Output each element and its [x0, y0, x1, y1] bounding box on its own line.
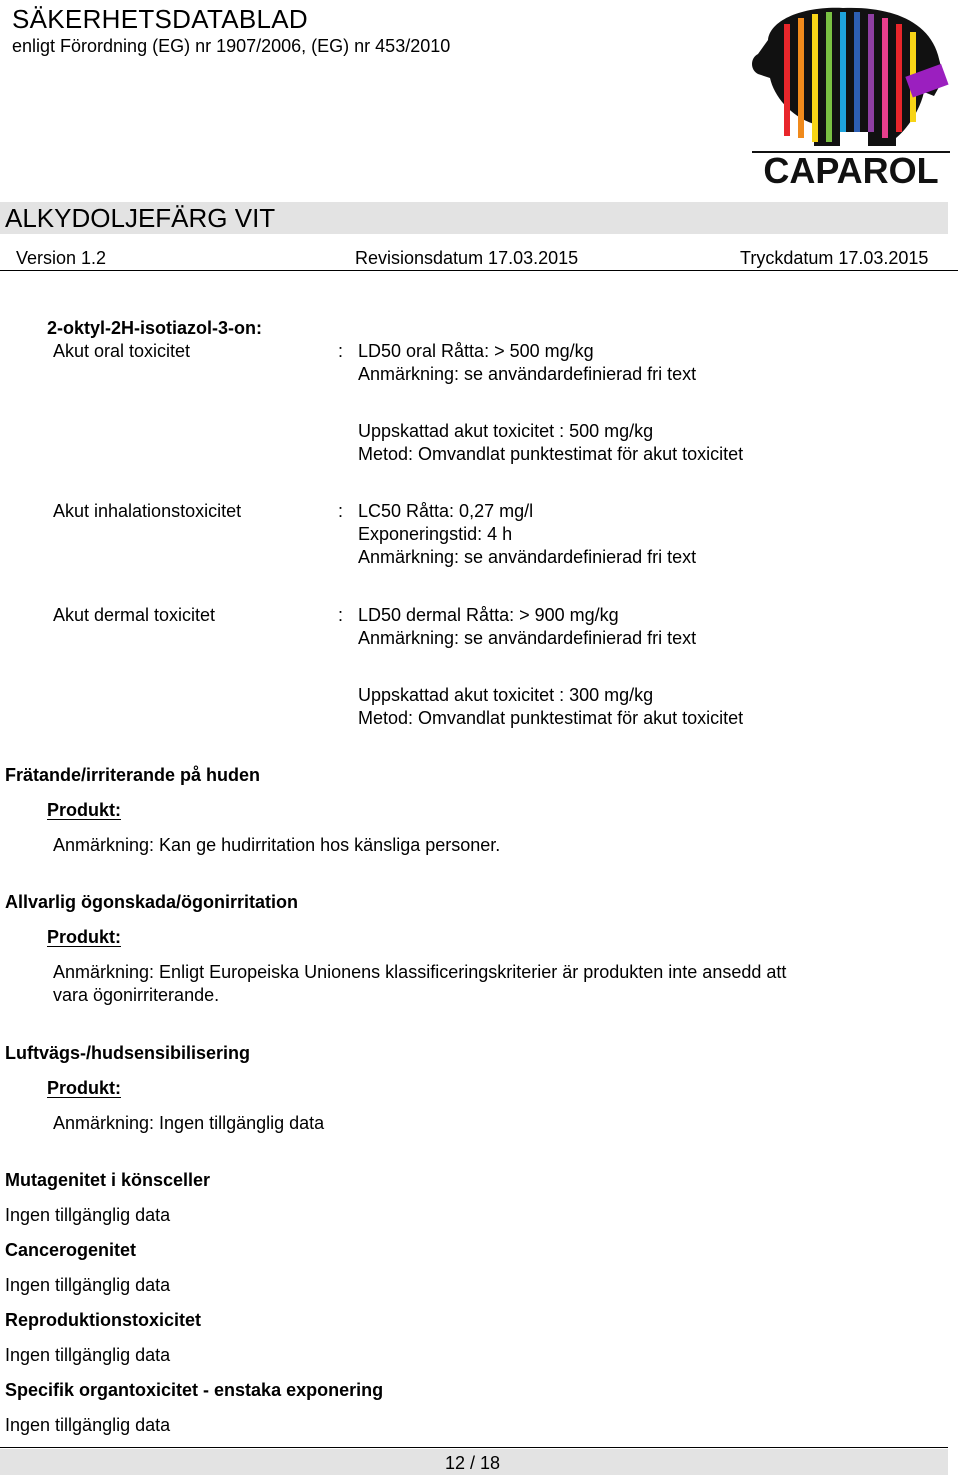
- section-heading-reproductive: Reproduktionstoxicitet: [5, 1310, 202, 1330]
- section-heading-sensitization: Luftvägs-/hudsensibilisering: [5, 1043, 251, 1063]
- eye-remark-line2: vara ögonirriterande.: [53, 985, 220, 1005]
- product-label: Produkt:: [47, 800, 121, 820]
- oral-estimate: Uppskattad akut toxicitet : 500 mg/kg: [358, 421, 654, 441]
- dermal-ld50: LD50 dermal Råtta: > 900 mg/kg: [358, 605, 619, 625]
- section-heading-carcinogenicity: Cancerogenitet: [5, 1240, 137, 1260]
- product-label: Produkt:: [47, 1078, 121, 1098]
- section-heading-eye: Allvarlig ögonskada/ögonirritation: [5, 892, 299, 912]
- oral-toxicity-label: Akut oral toxicitet: [53, 341, 191, 361]
- revision-date: Revisionsdatum 17.03.2015: [355, 248, 579, 268]
- dermal-method: Metod: Omvandlat punktestimat för akut toxicitet: [358, 708, 744, 728]
- header-divider: [0, 270, 958, 271]
- skin-remark: Anmärkning: Kan ge hudirritation hos känsliga personer.: [53, 835, 501, 855]
- document-subtitle: enligt Förordning (EG) nr 1907/2006, (EG) nr 453/2010: [12, 36, 451, 56]
- product-label: Produkt:: [47, 927, 121, 947]
- page-number: 12 / 18: [445, 1453, 501, 1473]
- section-heading-stot-single: Specifik organtoxicitet - enstaka exponering: [5, 1380, 384, 1400]
- stot-single-text: Ingen tillgänglig data: [5, 1415, 171, 1435]
- inhalation-exposure: Exponeringstid: 4 h: [358, 524, 513, 544]
- print-date: Tryckdatum 17.03.2015: [740, 248, 929, 268]
- inhalation-toxicity-label: Akut inhalationstoxicitet: [53, 501, 242, 521]
- oral-ld50: LD50 oral Råtta: > 500 mg/kg: [358, 341, 594, 361]
- footer-divider: [0, 1447, 948, 1448]
- inhalation-remark: Anmärkning: se användardefinierad fri text: [358, 547, 697, 567]
- separator-colon: :: [338, 341, 344, 361]
- carcinogenicity-text: Ingen tillgänglig data: [5, 1275, 171, 1295]
- mutagenicity-text: Ingen tillgänglig data: [5, 1205, 171, 1225]
- section-heading-mutagenicity: Mutagenitet i könsceller: [5, 1170, 211, 1190]
- dermal-toxicity-label: Akut dermal toxicitet: [53, 605, 216, 625]
- section-heading-skin: Frätande/irriterande på huden: [5, 765, 261, 785]
- dermal-estimate: Uppskattad akut toxicitet : 300 mg/kg: [358, 685, 654, 705]
- oral-remark: Anmärkning: se användardefinierad fri text: [358, 364, 697, 384]
- inhalation-lc50: LC50 Råtta: 0,27 mg/l: [358, 501, 534, 521]
- separator-colon: :: [338, 501, 344, 521]
- separator-colon: :: [338, 605, 344, 625]
- caparol-logo: [748, 0, 954, 192]
- document-title: SÄKERHETSDATABLAD: [12, 4, 308, 34]
- substance-name: 2-oktyl-2H-isotiazol-3-on:: [47, 318, 263, 338]
- eye-remark-line1: Anmärkning: Enligt Europeiska Unionens klassificeringskriterier är produkten inte ansedd att: [53, 962, 787, 982]
- dermal-remark: Anmärkning: se användardefinierad fri text: [358, 628, 697, 648]
- version-label: Version 1.2: [16, 248, 107, 268]
- oral-method: Metod: Omvandlat punktestimat för akut toxicitet: [358, 444, 744, 464]
- logo-text: CAPAROL: [763, 150, 939, 191]
- sensitization-remark: Anmärkning: Ingen tillgänglig data: [53, 1113, 325, 1133]
- product-name: ALKYDOLJEFÄRG VIT: [5, 203, 276, 233]
- reproductive-text: Ingen tillgänglig data: [5, 1345, 171, 1365]
